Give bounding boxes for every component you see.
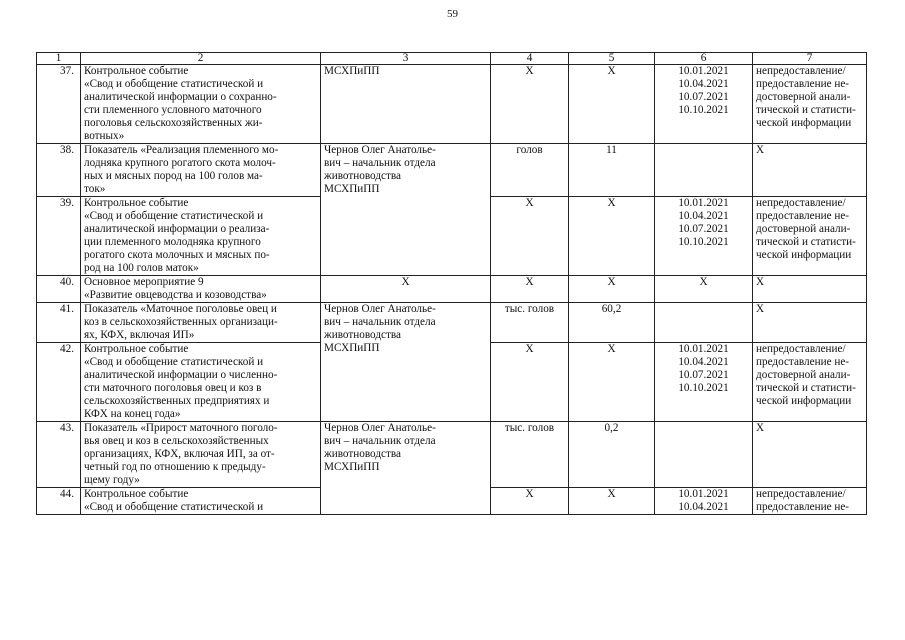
activity-name: Основное мероприятие 9 «Развитие овцеводства и козоводства»	[81, 276, 321, 303]
indicator-name: Показатель «Маточное поголовье овец и коз в сельскохозяйственных организаци- ях, КФХ, включая ИП»	[81, 303, 321, 343]
header-col-6: 6	[655, 53, 753, 65]
unit-cell: Х	[491, 343, 569, 422]
header-col-4: 4	[491, 53, 569, 65]
dates-cell: 10.01.2021 10.04.2021 10.07.2021 10.10.2021	[655, 65, 753, 144]
header-row	[37, 53, 867, 65]
dates-cell: 10.01.2021 10.04.2021 10.07.2021 10.10.2021	[655, 343, 753, 422]
value-cell: Х	[569, 197, 655, 276]
value-cell: 11	[569, 144, 655, 197]
unit-cell: Х	[491, 488, 569, 515]
note-cell: непредоставление/ предоставление не- достоверной анали- тической и статисти- ческой информации	[753, 197, 867, 276]
note-cell: Х	[753, 276, 867, 303]
note-cell: непредоставление/ предоставление не-	[753, 488, 867, 515]
page-number: 59	[447, 8, 458, 20]
row-number: 40.	[37, 276, 81, 303]
value-cell: Х	[569, 276, 655, 303]
table-row	[37, 65, 867, 144]
header-col-7: 7	[753, 53, 867, 65]
value-cell: 60,2	[569, 303, 655, 343]
unit-cell: тыс. голов	[491, 422, 569, 488]
dates-cell	[655, 422, 753, 488]
responsible-cell: МСХПиПП	[321, 65, 491, 144]
header-col-2: 2	[81, 53, 321, 65]
unit-cell: Х	[491, 197, 569, 276]
row-number: 39.	[37, 197, 81, 276]
table-row	[37, 144, 867, 197]
value-cell: Х	[569, 343, 655, 422]
unit-cell: Х	[491, 65, 569, 144]
event-name: Контрольное событие «Свод и обобщение статистической и аналитической информации о численно- сти маточного поголовья овец и коз в сельскохозяйственных предприятиях и КФХ на конец года»	[81, 343, 321, 422]
note-cell: Х	[753, 144, 867, 197]
row-number: 42.	[37, 343, 81, 422]
row-number: 41.	[37, 303, 81, 343]
row-number: 43.	[37, 422, 81, 488]
indicator-name: Показатель «Реализация племенного мо- лодняка крупного рогатого скота молоч- ных и мясных пород на 100 голов ма- ток»	[81, 144, 321, 197]
table-row	[37, 276, 867, 303]
row-number: 37.	[37, 65, 81, 144]
dates-cell	[655, 303, 753, 343]
responsible-cell: Чернов Олег Анатолье- вич – начальник отдела животноводства МСХПиПП	[321, 303, 491, 422]
table-row	[37, 422, 867, 488]
note-cell: Х	[753, 303, 867, 343]
unit-cell: Х	[491, 276, 569, 303]
dates-cell: 10.01.2021 10.04.2021	[655, 488, 753, 515]
unit-cell: тыс. голов	[491, 303, 569, 343]
row-number: 44.	[37, 488, 81, 515]
unit-cell: голов	[491, 144, 569, 197]
event-name: Контрольное событие «Свод и обобщение статистической и аналитической информации о реализа- ции племенного молодняка крупного рогатого скота молочных и мясных по- род на 100 голов маток»	[81, 197, 321, 276]
header-col-5: 5	[569, 53, 655, 65]
note-cell: непредоставление/ предоставление не- достоверной анали- тической и статисти- ческой информации	[753, 65, 867, 144]
responsible-cell: Чернов Олег Анатолье- вич – начальник отдела животноводства МСХПиПП	[321, 422, 491, 515]
dates-cell	[655, 144, 753, 197]
note-cell: Х	[753, 422, 867, 488]
indicator-name: Показатель «Прирост маточного поголо- вья овец и коз в сельскохозяйственных организациях, КФХ, включая ИП, за от- четный год по отношению к предыду- щему году»	[81, 422, 321, 488]
header-col-3: 3	[321, 53, 491, 65]
value-cell: 0,2	[569, 422, 655, 488]
responsible-cell: Чернов Олег Анатолье- вич – начальник отдела животноводства МСХПиПП	[321, 144, 491, 276]
note-cell: непредоставление/ предоставление не- достоверной анали- тической и статисти- ческой информации	[753, 343, 867, 422]
row-number: 38.	[37, 144, 81, 197]
responsible-cell: Х	[321, 276, 491, 303]
dates-cell: Х	[655, 276, 753, 303]
dates-cell: 10.01.2021 10.04.2021 10.07.2021 10.10.2021	[655, 197, 753, 276]
header-col-1: 1	[37, 53, 81, 65]
value-cell: Х	[569, 65, 655, 144]
table-row	[37, 303, 867, 343]
event-name: Контрольное событие «Свод и обобщение статистической и	[81, 488, 321, 515]
event-name: Контрольное событие «Свод и обобщение статистической и аналитической информации о сохранно- сти племенного условного маточного поголовья сельскохозяйственных жи- вотных»	[81, 65, 321, 144]
value-cell: Х	[569, 488, 655, 515]
measures-table	[36, 52, 867, 515]
